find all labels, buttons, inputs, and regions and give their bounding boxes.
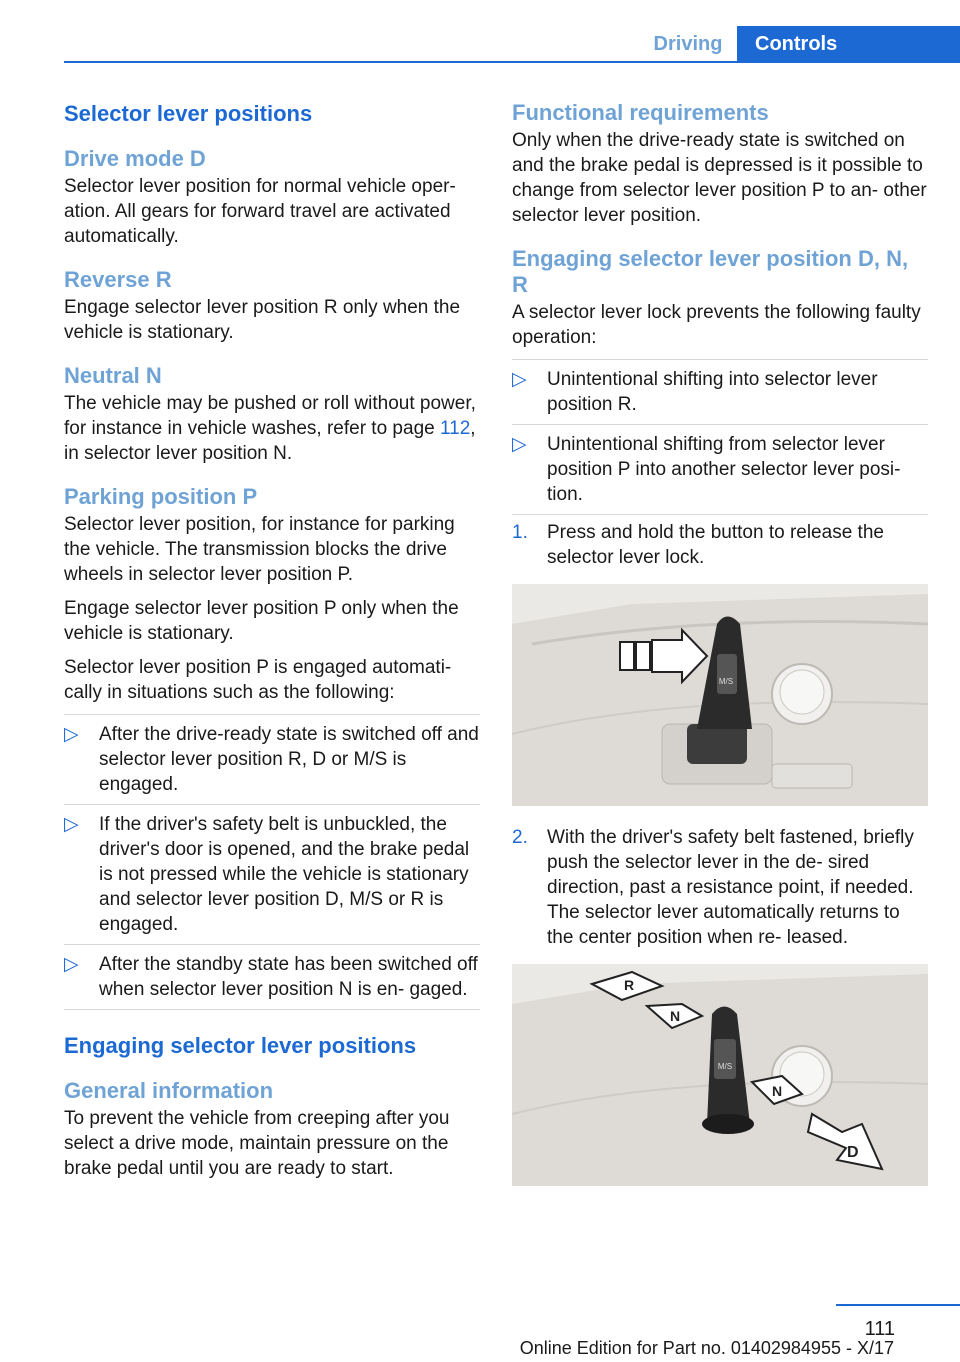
svg-text:M/S: M/S bbox=[718, 677, 734, 686]
header-rule bbox=[64, 61, 960, 63]
left-column bbox=[64, 100, 480, 1199]
triangle-bullet-icon: ▷ bbox=[64, 954, 79, 975]
triangle-bullet-icon: ▷ bbox=[64, 724, 79, 745]
gear-lever-directions-image bbox=[512, 964, 928, 1186]
gear-lever-lock-image bbox=[512, 584, 928, 806]
selector-lever-release-illustration bbox=[512, 584, 928, 806]
step-item: 2. With the driver's safety belt fastened, briefly push the selector lever in the de‐ sired direction, past a resistance point, if needed. The selector lever automatically returns to the center position when re‐ leased. bbox=[512, 827, 914, 948]
page-link-112[interactable]: 112 bbox=[439, 418, 471, 439]
neutral-text-after: , in selector lever position N. bbox=[64, 418, 476, 464]
triangle-bullet-icon: ▷ bbox=[512, 434, 527, 455]
heading-general-information: General information bbox=[64, 1078, 274, 1103]
step-item: 1. Press and hold the button to release the selector lever lock. bbox=[512, 522, 884, 568]
reverse-section bbox=[64, 267, 480, 345]
tab-driving[interactable]: Driving bbox=[653, 32, 723, 55]
neutral-text bbox=[64, 391, 480, 466]
parking-bullet-list bbox=[64, 714, 480, 1010]
parking-text-1: Selector lever position, for instance for parking the vehicle. The transmission blocks the drive wheels in selector lever position P. bbox=[64, 514, 455, 585]
list-item: ▷ After the standby state has been switched off when selector lever position N is en‐ gaged. bbox=[64, 945, 480, 1010]
parking-section bbox=[64, 484, 480, 1010]
heading-reverse: Reverse R bbox=[64, 267, 172, 292]
general-information-text: To prevent the vehicle from creeping after you select a drive mode, maintain pressure on the brake pedal until you are ready to start. bbox=[64, 1108, 450, 1179]
drive-mode-text: Selector lever position for normal vehicle oper‐ ation. All gears for forward travel are activated automatically. bbox=[64, 176, 456, 247]
step-number: 2. bbox=[512, 827, 528, 848]
heading-parking: Parking position P bbox=[64, 484, 258, 509]
heading-functional-requirements: Functional requirements bbox=[512, 100, 769, 125]
parking-text-3: Selector lever position P is engaged automati‐ cally in situations such as the following: bbox=[64, 657, 452, 703]
list-item: ▷ Unintentional shifting into selector lever position R. bbox=[512, 359, 928, 425]
page-number: 111 bbox=[864, 1318, 895, 1340]
svg-text:N: N bbox=[772, 1083, 783, 1099]
edition-footer: Online Edition for Part no. 01402984955 - X/17 bbox=[519, 1338, 894, 1358]
svg-text:D: D bbox=[847, 1144, 859, 1161]
engaging-bullet-list bbox=[512, 359, 928, 515]
reverse-text: Engage selector lever position R only when the vehicle is stationary. bbox=[64, 297, 461, 343]
triangle-bullet-icon: ▷ bbox=[512, 369, 527, 390]
step-list-2 bbox=[512, 820, 928, 950]
step-number: 1. bbox=[512, 522, 528, 543]
footer-rule bbox=[836, 1304, 960, 1306]
list-item: ▷ Unintentional shifting from selector lever position P into another selector lever posi‐ tion. bbox=[512, 425, 928, 515]
functional-requirements-section bbox=[512, 100, 928, 228]
right-column bbox=[512, 100, 928, 1200]
page-header bbox=[639, 26, 960, 62]
section-title-selector-lever-positions: Selector lever positions bbox=[64, 101, 313, 126]
drive-mode-section bbox=[64, 146, 480, 249]
svg-text:N: N bbox=[670, 1008, 681, 1024]
list-item: ▷ After the drive-ready state is switched off and selector lever position R, D or M/S is engaged. bbox=[64, 714, 480, 805]
engaging-dnr-section bbox=[512, 246, 928, 1186]
list-item: ▷ If the driver's safety belt is unbuckled, the driver's door is opened, and the brake pedal is not pressed while the vehicle is stationary and selector lever position D, M/S or R is engaged. bbox=[64, 805, 480, 945]
heading-drive-mode: Drive mode D bbox=[64, 146, 206, 171]
heading-neutral: Neutral N bbox=[64, 363, 162, 388]
parking-text-2: Engage selector lever position P only when the vehicle is stationary. bbox=[64, 598, 459, 644]
tab-controls[interactable]: Controls bbox=[737, 26, 960, 62]
heading-engaging-dnr: Engaging selector lever position D, N, R bbox=[512, 246, 909, 297]
triangle-bullet-icon: ▷ bbox=[64, 814, 79, 835]
svg-text:R: R bbox=[624, 977, 635, 993]
selector-lever-directions-illustration bbox=[512, 964, 928, 1186]
step-list-1 bbox=[512, 515, 928, 570]
neutral-section bbox=[64, 363, 480, 466]
engaging-dnr-text: A selector lever lock prevents the following faulty operation: bbox=[512, 302, 921, 348]
functional-requirements-text: Only when the drive-ready state is switched on and the brake pedal is depressed is it possible to change from selector lever position P to an‐ other selector lever position. bbox=[512, 130, 927, 226]
svg-text:M/S: M/S bbox=[717, 1062, 733, 1071]
general-information-section bbox=[64, 1078, 480, 1181]
section-title-engaging: Engaging selector lever positions bbox=[64, 1033, 417, 1058]
neutral-text-before: The vehicle may be pushed or roll without power, for instance in vehicle washes, refer to page bbox=[64, 393, 476, 439]
